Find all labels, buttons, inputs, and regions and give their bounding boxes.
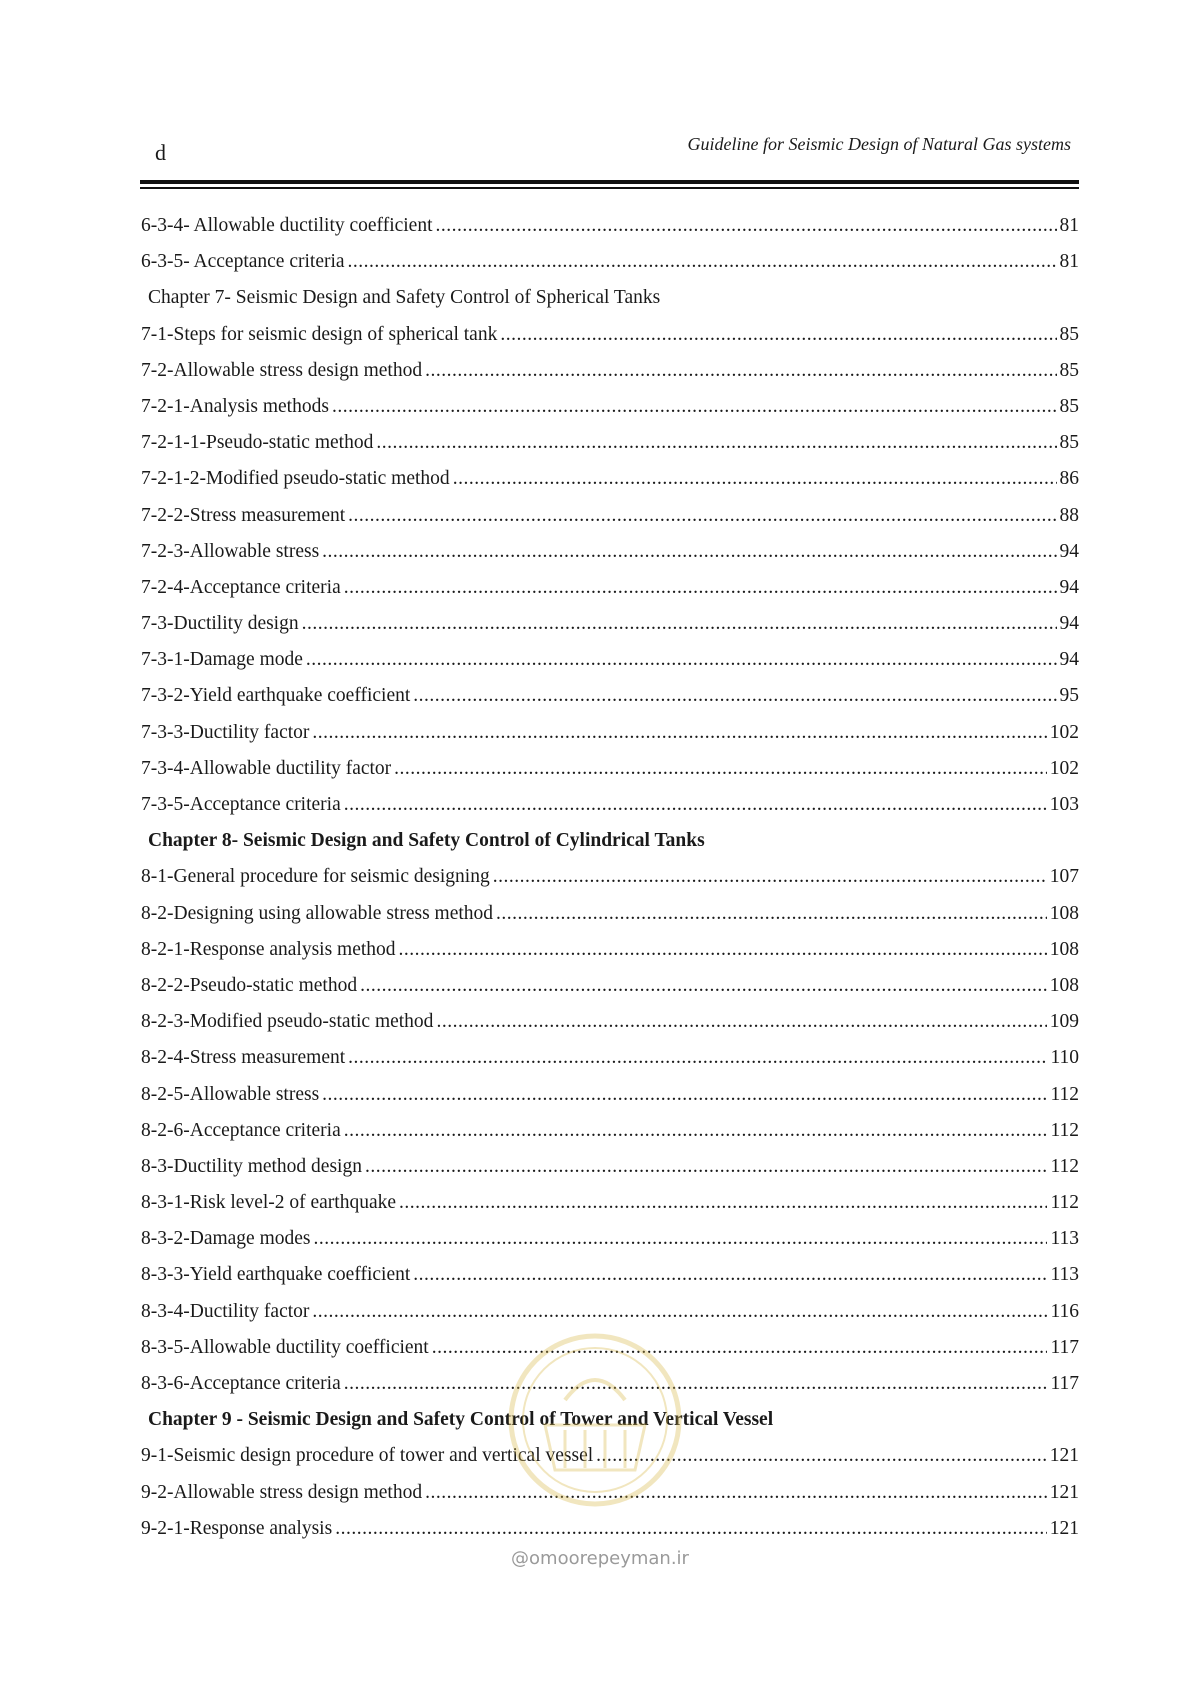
page-letter: d [155, 140, 166, 165]
toc-page-number: 85 [1059, 432, 1079, 454]
toc-entry-label: 8-3-1-Risk level-2 of earthquake [141, 1192, 397, 1214]
toc-dot-leader [394, 758, 1047, 780]
toc-entry[interactable] [141, 468, 1079, 504]
toc-entry[interactable] [141, 794, 1079, 830]
toc-dot-leader [413, 685, 1056, 707]
toc-page-number: 95 [1059, 685, 1079, 707]
toc-entry-label: 8-3-Ductility method design [141, 1155, 362, 1177]
toc-entry[interactable] [141, 1301, 1079, 1337]
toc-dot-leader [322, 1084, 1047, 1106]
toc-entry[interactable] [141, 975, 1079, 1011]
toc-dot-leader [322, 541, 1056, 563]
header-rule-thick [140, 180, 1079, 184]
toc-entry[interactable] [141, 613, 1079, 649]
toc-entry-label: 8-2-Designing using allowable stress method [141, 902, 494, 924]
toc-entry[interactable] [141, 577, 1079, 613]
toc-entry[interactable] [141, 1445, 1079, 1481]
toc-page-number: 107 [1049, 866, 1079, 888]
toc-page-number: 85 [1059, 359, 1079, 381]
toc-entry-label: 9-2-Allowable stress design method [141, 1481, 423, 1503]
toc-dot-leader [413, 1264, 1047, 1286]
toc-entry-label: 9-2-1-Response analysis [141, 1517, 333, 1539]
toc-dot-leader [399, 939, 1047, 961]
toc-entry[interactable] [141, 396, 1079, 432]
toc-entry[interactable] [141, 649, 1079, 685]
toc-entry[interactable] [141, 360, 1079, 396]
toc-page-number: 81 [1059, 251, 1079, 273]
toc-chapter-heading: Chapter 7- Seismic Design and Safety Control of Spherical Tanks [148, 287, 661, 309]
toc-dot-leader [360, 975, 1047, 997]
toc-entry-label: 7-3-2-Yield earthquake coefficient [141, 685, 411, 707]
toc-dot-leader [493, 866, 1047, 888]
toc-dot-leader [344, 794, 1047, 816]
toc-entry-label: 8-3-3-Yield earthquake coefficient [141, 1264, 411, 1286]
toc-entry-label: 7-3-Ductility design [141, 613, 299, 635]
toc-entry-label: 8-2-1-Response analysis method [141, 938, 396, 960]
toc-page-number: 102 [1049, 721, 1079, 743]
toc-page-number: 116 [1050, 1300, 1079, 1322]
toc-entry[interactable] [141, 1192, 1079, 1228]
toc-entry[interactable] [141, 758, 1079, 794]
toc-entry[interactable] [141, 1228, 1079, 1264]
toc-page-number: 117 [1050, 1373, 1079, 1394]
toc-entry-label: 7-2-3-Allowable stress [141, 540, 320, 562]
toc-dot-leader [425, 1482, 1047, 1504]
toc-dot-leader [376, 432, 1056, 454]
toc-dot-leader [344, 1373, 1048, 1395]
toc-dot-leader [436, 215, 1057, 237]
toc-page-number: 113 [1050, 1228, 1079, 1250]
toc-entry-label: 7-2-1-Analysis methods [141, 395, 329, 417]
toc-entry[interactable] [141, 939, 1079, 975]
toc-dot-leader [496, 903, 1047, 925]
toc-entry-label: 8-2-6-Acceptance criteria [141, 1119, 341, 1141]
table-of-contents [141, 215, 1079, 1554]
toc-page-number: 112 [1050, 1192, 1079, 1214]
running-title: Guideline for Seismic Design of Natural Gas systems [687, 134, 1071, 154]
toc-page-number: 121 [1049, 1481, 1079, 1503]
toc-dot-leader [348, 251, 1057, 273]
toc-page-number: 94 [1059, 540, 1079, 562]
toc-dot-leader [344, 577, 1057, 599]
toc-entry-label: 8-1-General procedure for seismic designing [141, 866, 490, 888]
toc-entry-label: 8-3-6-Acceptance criteria [141, 1373, 341, 1394]
toc-entry[interactable] [141, 685, 1079, 721]
watermark-text: @omoorepeyman.ir [511, 1548, 689, 1569]
toc-page-number: 86 [1059, 468, 1079, 490]
toc-entry-label: 7-3-1-Damage mode [141, 649, 303, 671]
toc-page-number: 85 [1059, 323, 1079, 345]
toc-page-number: 109 [1049, 1011, 1079, 1033]
toc-dot-leader [348, 1047, 1047, 1069]
toc-dot-leader [596, 1445, 1047, 1467]
toc-entry-label: 7-2-4-Acceptance criteria [141, 576, 341, 598]
toc-page-number: 112 [1050, 1155, 1079, 1177]
toc-dot-leader [365, 1156, 1048, 1178]
toc-entry-label: 8-2-3-Modified pseudo-static method [141, 1011, 434, 1033]
toc-dot-leader [344, 1120, 1048, 1142]
toc-chapter-heading: Chapter 9 - Seismic Design and Safety Control of Tower and Vertical Vessel [148, 1409, 774, 1431]
toc-entry-label: 7-3-3-Ductility factor [141, 721, 310, 743]
toc-page-number: 117 [1050, 1336, 1079, 1358]
toc-dot-leader [348, 505, 1056, 527]
toc-entry-label: 6-3-5- Acceptance criteria [141, 251, 345, 273]
toc-entry[interactable] [141, 432, 1079, 468]
toc-dot-leader [302, 613, 1057, 635]
toc-dot-leader [312, 1301, 1047, 1323]
toc-entry-label: 8-2-4-Stress measurement [141, 1047, 346, 1069]
toc-entry[interactable] [141, 1120, 1079, 1156]
toc-entry[interactable] [141, 1084, 1079, 1120]
toc-dot-leader [425, 360, 1056, 382]
toc-entry-label: 7-2-1-2-Modified pseudo-static method [141, 468, 450, 490]
toc-entry[interactable] [141, 1047, 1079, 1083]
toc-entry-label: 7-2-1-1-Pseudo-static method [141, 432, 374, 454]
toc-entry-label: 8-3-5-Allowable ductility coefficient [141, 1336, 429, 1358]
toc-page-number: 94 [1059, 613, 1079, 635]
toc-entry[interactable] [141, 903, 1079, 939]
toc-page-number: 103 [1049, 794, 1079, 815]
toc-entry[interactable] [141, 1156, 1079, 1192]
toc-entry[interactable] [141, 541, 1079, 577]
toc-page-number: 81 [1059, 215, 1079, 236]
toc-entry[interactable] [141, 866, 1079, 902]
toc-entry-label: 8-3-4-Ductility factor [141, 1300, 310, 1322]
toc-dot-leader [432, 1337, 1048, 1359]
toc-entry-label: 7-3-4-Allowable ductility factor [141, 757, 392, 779]
toc-page-number: 110 [1050, 1047, 1079, 1069]
toc-page-number: 121 [1049, 1445, 1079, 1467]
toc-page-number: 113 [1050, 1264, 1079, 1286]
toc-entry-label: 7-1-Steps for seismic design of spherical tank [141, 323, 498, 345]
toc-entry-label: 9-1-Seismic design procedure of tower and vertical vessel [141, 1445, 594, 1467]
toc-dot-leader [436, 1011, 1046, 1033]
toc-entry-label: 8-2-2-Pseudo-static method [141, 974, 358, 996]
toc-dot-leader [313, 1228, 1047, 1250]
toc-entry[interactable] [141, 251, 1079, 287]
toc-entry-label: 7-2-2-Stress measurement [141, 504, 346, 526]
toc-entry-label: 6-3-4- Allowable ductility coefficient [141, 215, 433, 236]
toc-dot-leader [453, 468, 1057, 490]
toc-page-number: 94 [1059, 576, 1079, 598]
toc-page-number: 94 [1059, 649, 1079, 671]
toc-page-number: 85 [1059, 395, 1079, 417]
toc-entry[interactable] [141, 722, 1079, 758]
toc-dot-leader [500, 324, 1056, 346]
toc-entry-label: 8-2-5-Allowable stress [141, 1083, 320, 1105]
toc-page-number: 121 [1049, 1517, 1079, 1539]
toc-dot-leader [399, 1192, 1047, 1214]
toc-entry[interactable] [141, 324, 1079, 360]
toc-entry-label: 8-3-2-Damage modes [141, 1228, 311, 1250]
toc-page-number: 108 [1049, 974, 1079, 996]
toc-entry-label: 7-3-5-Acceptance criteria [141, 794, 341, 815]
toc-entry-label: 7-2-Allowable stress design method [141, 359, 423, 381]
toc-page-number: 112 [1050, 1083, 1079, 1105]
header-rule-thin [140, 187, 1079, 189]
toc-page-number: 108 [1049, 902, 1079, 924]
toc-page-number: 112 [1050, 1119, 1079, 1141]
toc-entry[interactable] [141, 1264, 1079, 1300]
toc-entry[interactable] [141, 1337, 1079, 1373]
toc-page-number: 102 [1049, 757, 1079, 779]
toc-dot-leader [332, 396, 1057, 418]
toc-dot-leader [306, 649, 1057, 671]
toc-chapter-heading: Chapter 8- Seismic Design and Safety Control of Cylindrical Tanks [148, 830, 705, 852]
toc-dot-leader [335, 1518, 1047, 1540]
toc-entry[interactable] [141, 505, 1079, 541]
toc-entry[interactable] [141, 215, 1079, 251]
toc-dot-leader [312, 722, 1046, 744]
toc-entry[interactable] [141, 1011, 1079, 1047]
toc-entry[interactable] [141, 1482, 1079, 1518]
toc-page-number: 108 [1049, 938, 1079, 960]
toc-page-number: 88 [1059, 504, 1079, 526]
toc-entry[interactable] [141, 1373, 1079, 1409]
